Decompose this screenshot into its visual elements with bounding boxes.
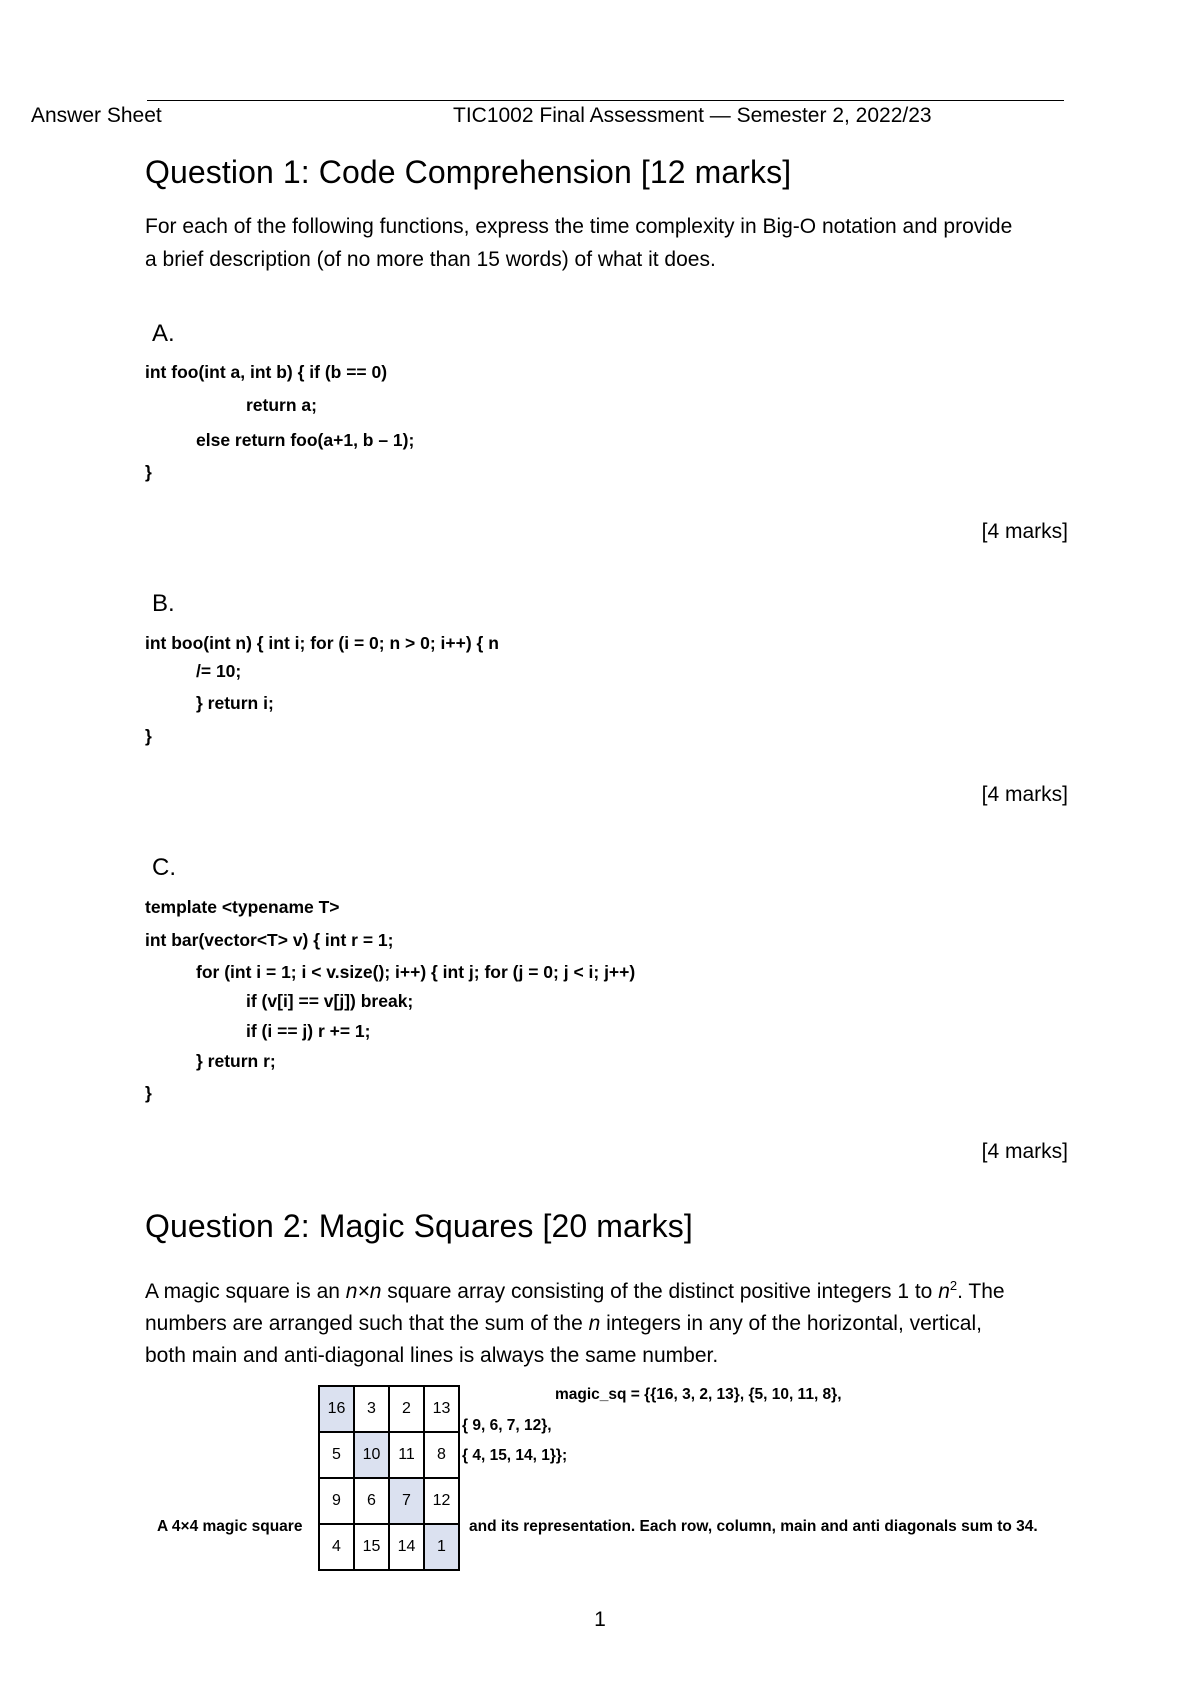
grid-cell: 14 <box>389 1524 424 1570</box>
grid-row <box>319 1386 459 1432</box>
q2-para-line3: both main and anti-diagonal lines is always the same number. <box>145 1344 719 1367</box>
grid-cell: 8 <box>424 1432 459 1478</box>
code-line: } <box>145 462 152 482</box>
code-line: } <box>145 1083 152 1103</box>
caption-left: A 4×4 magic square <box>157 1518 303 1535</box>
grid-cell: 9 <box>319 1478 354 1524</box>
grid-row <box>319 1432 459 1478</box>
q2-title: Question 2: Magic Squares [20 marks] <box>145 1208 693 1244</box>
code-line: } return i; <box>196 693 274 713</box>
page-number: 1 <box>594 1608 606 1631</box>
part-c-marks: [4 marks] <box>981 1140 1068 1163</box>
grid-cell: 2 <box>389 1386 424 1432</box>
grid-cell: 5 <box>319 1432 354 1478</box>
grid-cell: 10 <box>354 1432 389 1478</box>
grid-cell: 4 <box>319 1524 354 1570</box>
q2-para-line2: numbers are arranged such that the sum of the n integers in any of the horizontal, vertical, <box>145 1312 982 1335</box>
code-line: if (i == j) r += 1; <box>246 1021 371 1041</box>
grid-cell: 12 <box>424 1478 459 1524</box>
q1-title: Question 1: Code Comprehension [12 marks] <box>145 154 792 190</box>
grid-cell: 13 <box>424 1386 459 1432</box>
grid-cell: 15 <box>354 1524 389 1570</box>
code-line: int foo(int a, int b) { if (b == 0) <box>145 362 388 382</box>
caption-right: and its representation. Each row, column, main and anti diagonals sum to 34. <box>469 1518 1038 1535</box>
representation-line: { 4, 15, 14, 1}}; <box>462 1447 568 1464</box>
code-line: } <box>145 726 152 746</box>
q1-intro-line1: For each of the following functions, express the time complexity in Big-O notation and provide <box>145 215 1013 238</box>
code-line: template <typename T> <box>145 897 340 917</box>
part-b-label: B. <box>152 590 175 617</box>
code-line: else return foo(a+1, b – 1); <box>196 430 415 450</box>
part-c-label: C. <box>152 854 176 881</box>
grid-row <box>319 1478 459 1524</box>
grid-cell: 6 <box>354 1478 389 1524</box>
grid-cell: 7 <box>389 1478 424 1524</box>
grid-cell: 1 <box>424 1524 459 1570</box>
representation-line: magic_sq = {{16, 3, 2, 13}, {5, 10, 11, 8}, <box>555 1386 842 1403</box>
q1-intro <box>145 210 1075 276</box>
part-b-marks: [4 marks] <box>981 783 1068 806</box>
code-line: } return r; <box>196 1051 276 1071</box>
q2-paragraph <box>145 1270 1075 1372</box>
code-line: int boo(int n) { int i; for (i = 0; n > 0; i++) { n <box>145 633 499 653</box>
representation-line: { 9, 6, 7, 12}, <box>462 1417 552 1434</box>
grid-row <box>319 1524 459 1570</box>
header-rule <box>147 100 1064 101</box>
header-right: TIC1002 Final Assessment — Semester 2, 2022/23 <box>453 104 932 127</box>
q2-para-line1: A magic square is an n×n square array consisting of the distinct positive integers 1 to $n^2$. The <box>145 1278 1005 1303</box>
code-line: if (v[i] == v[j]) break; <box>246 991 414 1011</box>
grid-cell: 3 <box>354 1386 389 1432</box>
q1-intro-line2: a brief description (of no more than 15 words) of what it does. <box>145 248 716 271</box>
code-line: for (int i = 1; i < v.size(); i++) { int j; for (j = 0; j < i; j++) <box>196 962 636 982</box>
grid-cell: 16 <box>319 1386 354 1432</box>
code-line: /= 10; <box>196 661 242 681</box>
code-line: return a; <box>246 395 317 415</box>
part-a-marks: [4 marks] <box>981 520 1068 543</box>
magic-square-grid <box>318 1385 460 1571</box>
part-a-label: A. <box>152 320 175 347</box>
grid-cell: 11 <box>389 1432 424 1478</box>
header-left: Answer Sheet <box>31 104 162 127</box>
code-line: int bar(vector<T> v) { int r = 1; <box>145 930 394 950</box>
